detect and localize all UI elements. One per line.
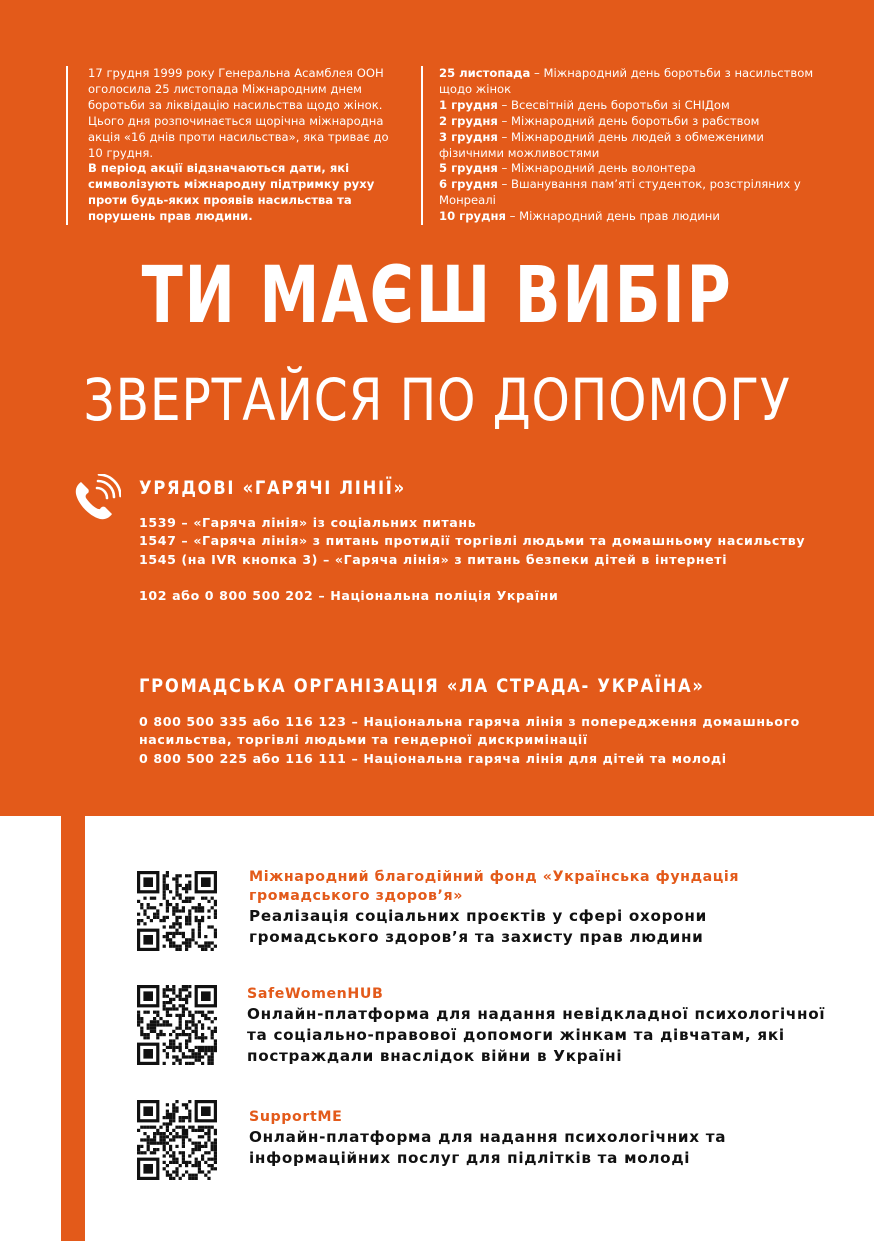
sub-headline: ЗВЕРТАЙСЯ ПО ДОПОМОГУ (83, 366, 791, 434)
dates-column (421, 66, 821, 225)
qr-code-icon[interactable] (137, 985, 217, 1065)
qr-code-icon[interactable] (137, 1100, 217, 1180)
hotline-item: 1547 – «Гаряча лінія» з питань протидії торгівлі людьми та домашньому насильству (139, 533, 806, 549)
ngo-line: 0 800 500 335 або 116 123 – Національна гаряча лінія з попередження домашнього насильства, торгівлі людьми та гендерної дискримінації (139, 714, 800, 748)
org-item (249, 1108, 809, 1169)
intro-paragraph: 17 грудня 1999 року Генеральна Асамблея ООН оголосила 25 листопада Міжнародним днем боротьби за ліквідацію насильства щодо жінок. Цього дня розпочинається щорічна міжнародна акція «16 днів проти насильства», яка триває до 10 грудня. (88, 66, 389, 160)
orange-side-stripe (61, 816, 85, 1241)
hotlines-list (139, 514, 839, 606)
org-name: SafeWomenHUB (247, 986, 384, 1002)
intro-left-column (66, 66, 406, 225)
org-description: Реалізація соціальних проєктів у сфері охорони громадського здоров’я та захисту прав людини (249, 907, 707, 946)
hotlines-title: УРЯДОВІ «ГАРЯЧІ ЛІНІЇ» (139, 477, 406, 499)
org-item (249, 868, 809, 948)
date-item: 5 грудня – Міжнародний день волонтера (439, 161, 696, 176)
date-item: 10 грудня – Міжнародний день прав людини (439, 209, 720, 224)
police-line: 102 або 0 800 500 202 – Національна поліція України (139, 588, 559, 604)
ngo-line: 0 800 500 225 або 116 111 – Національна гаряча лінія для дітей та молоді (139, 750, 727, 766)
org-description: Онлайн-платформа для надання психологічних та інформаційних послуг для підлітків та молоді (249, 1128, 727, 1167)
org-item (247, 985, 827, 1067)
hotline-item: 1539 – «Гаряча лінія» із соціальних питань (139, 515, 477, 530)
date-item: 2 грудня – Міжнародний день боротьби з рабством (439, 113, 760, 128)
org-description: Онлайн-платформа для надання невідкладної психологічної та соціально-правової допомоги жінкам та дівчатам, які постраждали внаслідок війни в Україні (247, 1005, 826, 1065)
intro-bold-paragraph: В період акції відзначаються дати, які символізують міжнародну підтримку руху проти будь-яких проявів насильства та порушень прав людини. (88, 161, 375, 224)
date-item: 3 грудня – Міжнародний день людей з обмеженими фізичними можливостями (439, 129, 764, 160)
ngo-lines (139, 713, 839, 768)
qr-code-icon[interactable] (137, 871, 217, 951)
date-item: 6 грудня – Вшанування пам’яті студенток, розстріляних у Монреалі (439, 177, 801, 208)
hotline-item: 1545 (на IVR кнопка 3) – «Гаряча лінія» з питань безпеки дітей в інтернеті (139, 551, 728, 567)
main-headline: ТИ МАЄШ ВИБІР (141, 251, 733, 341)
date-item: 25 листопада – Міжнародний день боротьби з насильством щодо жінок (439, 66, 814, 96)
phone-icon (69, 474, 121, 526)
org-name: Міжнародний благодійний фонд «Українська фундація громадського здоров’я» (249, 869, 740, 904)
org-name: SupportME (249, 1109, 343, 1125)
date-item: 1 грудня – Всесвітній день боротьби зі СНІДом (439, 97, 730, 112)
ngo-title: ГРОМАДСЬКА ОРГАНІЗАЦІЯ «ЛА СТРАДА- УКРАЇНА» (139, 675, 705, 697)
